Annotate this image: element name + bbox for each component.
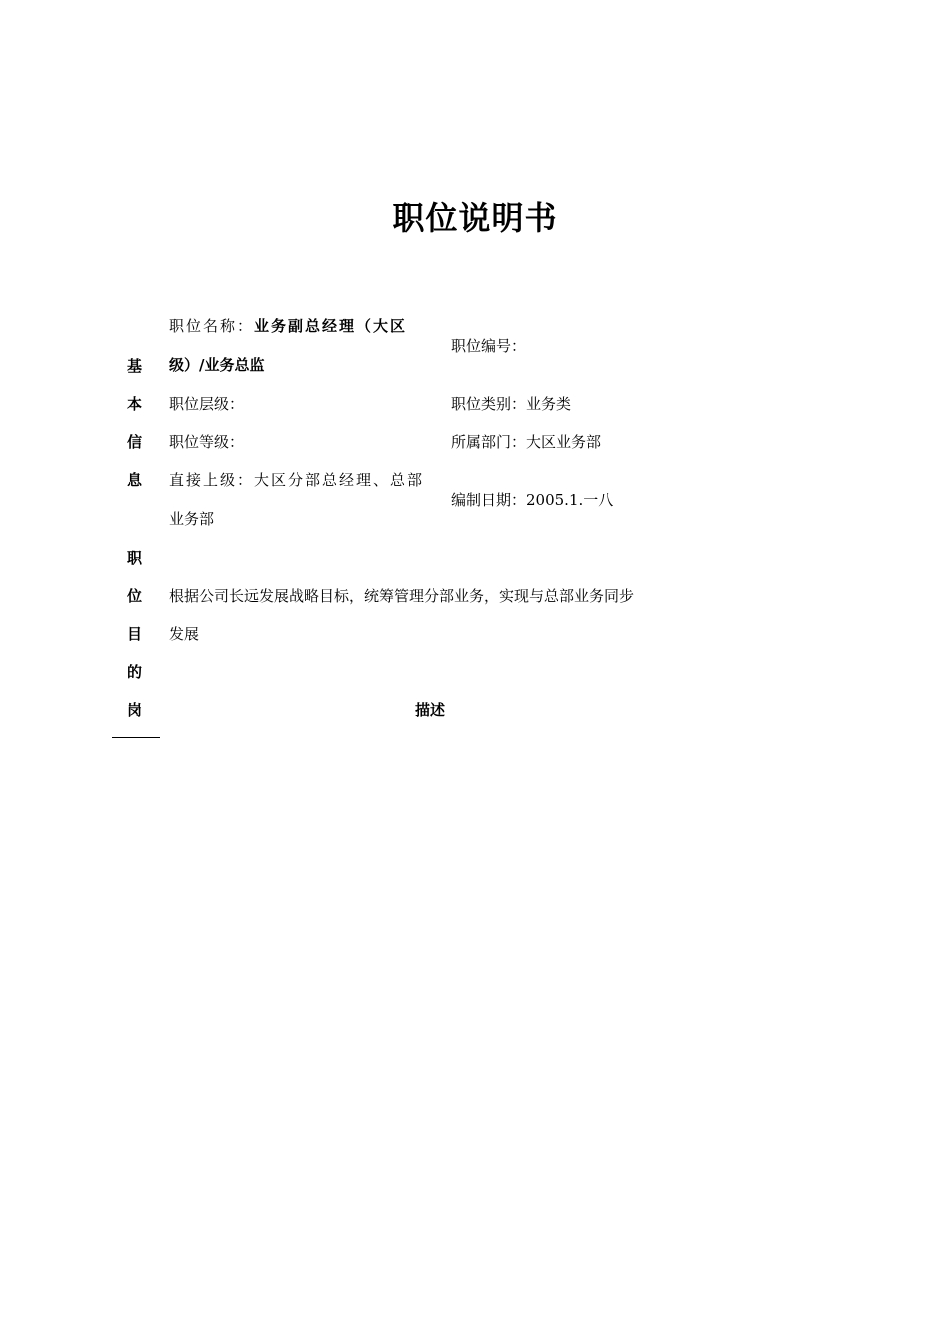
position-category-field: 职位类别：业务类 — [451, 395, 572, 413]
supervisor-field-continued: 业务部 — [169, 510, 215, 528]
position-name-value: 业务副总经理（大区 — [254, 317, 408, 335]
section-divider — [112, 737, 160, 738]
description-heading: 描述 — [415, 701, 446, 719]
purpose-side-char-3: 目 — [127, 625, 143, 643]
department-field: 所属部门：大区业务部 — [451, 433, 602, 451]
position-name-value-continued: 级）/业务总监 — [169, 356, 265, 374]
basic-info-side-char-1: 基 — [127, 357, 143, 375]
purpose-text: 根据公司长远发展战略目标，统筹管理分部业务，实现与总部业务同步 — [169, 587, 635, 605]
purpose-side-char-4: 的 — [127, 663, 143, 681]
position-grade-field: 职位等级： — [169, 433, 245, 451]
purpose-side-char-2: 位 — [127, 587, 143, 605]
page-title: 职位说明书 — [392, 199, 558, 237]
description-side-char: 岗 — [127, 701, 143, 719]
basic-info-side-char-4: 息 — [127, 471, 143, 489]
position-name-field — [169, 315, 407, 337]
position-level-field: 职位层级： — [169, 395, 245, 413]
position-name-label: 职位名称： — [169, 317, 255, 335]
supervisor-field: 直接上级：大区分部总经理、总部 — [169, 471, 425, 489]
purpose-text-continued: 发展 — [169, 625, 200, 643]
basic-info-side-char-2: 本 — [127, 395, 143, 413]
position-number-field: 职位编号： — [451, 337, 527, 355]
basic-info-side-char-3: 信 — [127, 433, 143, 451]
compiled-date-field: 编制日期：2005.1.一八 — [451, 491, 614, 509]
purpose-side-char-1: 职 — [127, 549, 143, 567]
